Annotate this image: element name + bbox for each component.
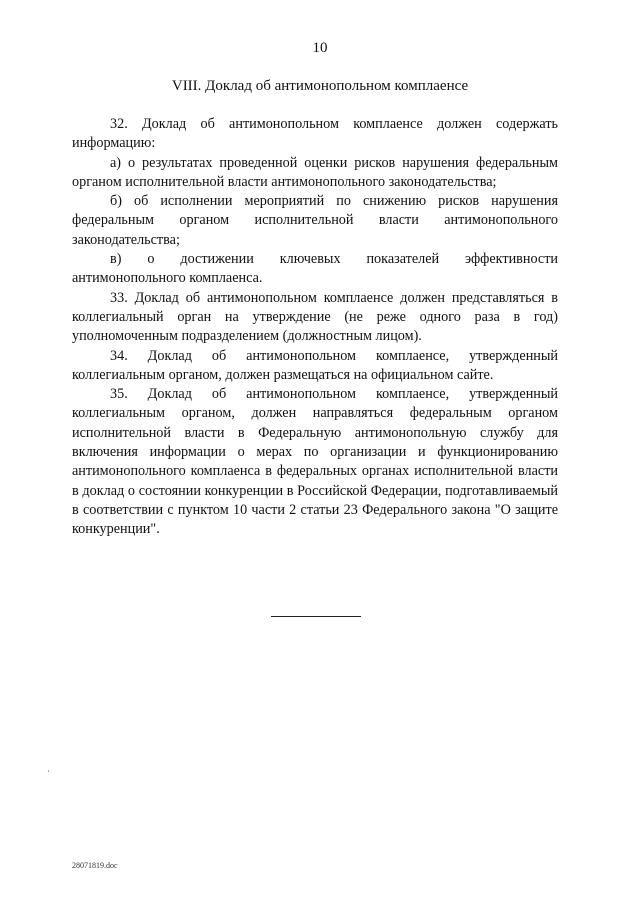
- scan-mark: [48, 770, 49, 772]
- paragraph-32: 32. Доклад об антимонопольном комплаенсе должен содержать информацию:: [72, 116, 558, 152]
- paragraph-32-a: а) о результатах проведенной оценки рисков нарушения федеральным органом исполнительной власти антимонопольного законодательства;: [72, 154, 558, 190]
- end-separator-line: [271, 616, 361, 617]
- paragraph-33: 33. Доклад об антимонопольном комплаенсе должен представляться в коллегиальный орган на утверждение (не реже одного раза в год) уполномоченным подразделением (должностным лицом).: [72, 289, 558, 345]
- paragraph-32-b: б) об исполнении мероприятий по снижению рисков нарушения федеральным органом исполнительной власти антимонопольного законодательства;: [72, 193, 558, 248]
- section-title: VIII. Доклад об антимонопольном комплаенсе: [171, 78, 469, 94]
- paragraph-32-c: в) о достижении ключевых показателей эффективности антимонопольного комплаенса.: [72, 251, 558, 287]
- paragraph-34: 34. Доклад об антимонопольном комплаенсе, утвержденный коллегиальным органом, должен размещаться на официальном сайте.: [72, 347, 558, 383]
- page-number: 10: [312, 40, 328, 56]
- footer-file-code: 28071819.doc: [72, 861, 118, 870]
- paragraph-35: 35. Доклад об антимонопольном комплаенсе, утвержденный коллегиальным органом, должен направляться федеральным органом исполнительной власти в Федеральную антимонопольную службу для включения информации о мерах по организации и функционированию антимонопольного комплаенса в федеральных органах исполнительной власти в доклад о состоянии конкуренции в Российской Федерации, подготавливаемый в соответствии с пунктом 10 части 2 статьи 23 Федерального закона "О защите конкуренции".: [72, 386, 558, 538]
- document-body: [72, 115, 558, 540]
